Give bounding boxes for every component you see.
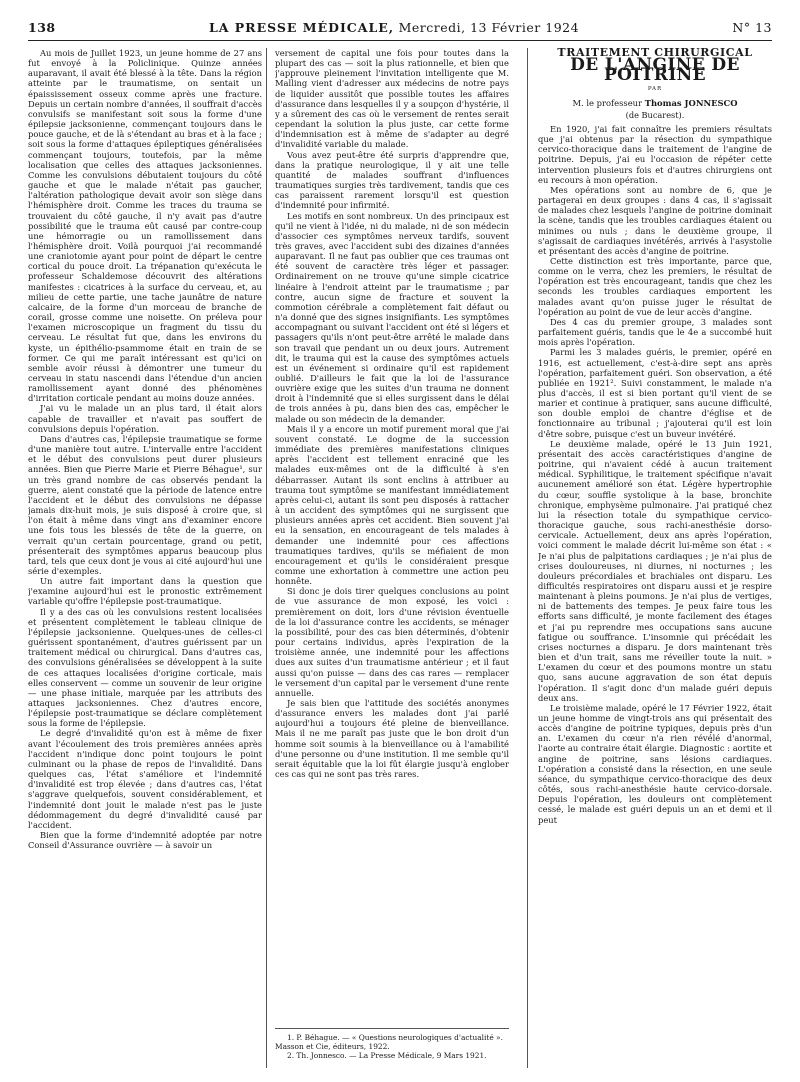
paragraph: versement de capital une fois pour toutes dans la plupart des cas — soit la plus rationnelle, et bien que j'approuve pleinement l'invitation intelligente que M. Malling vient d'adresser aux médecins de notre pays de liquider aussitôt que possible toutes les affaires d'assurance dans lesquelles il y a soupçon d'hystérie, il y a sûrement des cas où le versement de rentes serait cependant la solution la plus juste, car cette forme d'indemnisation est à même de s'adapter au degré d'invalidité variable du malade.	[275, 48, 509, 150]
paragraph: Mais il y a encore un motif purement moral que j'ai souvent constaté. Le dogme de la succession immédiate des premières manifestations cliniques après l'accident est tellement enraciné que les malades eux-mêmes ont de la difficulté à s'en débarrasser. Autant ils sont enclins à attribuer au trauma tout symptôme se manifestant immédiatement après celui-ci, autant ils sont peu disposés à rattacher à un accident des symptômes qui ne surgissent que plusieurs années après cet accident. Bien souvent j'ai eu la sensation, en encourageant de tels malades à demander une indemnité pour ces affections traumatiques tardives, qu'ils se méfiaient de mon encouragement et qu'ils le considéraient presque comme une exhortation à commettre une action peu honnête.	[275, 423, 509, 587]
paragraph: Mes opérations sont au nombre de 6, que je partagerai en deux groupes : dans 4 cas, il s'agissait de malades chez lesquels l'angine de poitrine dominait la scène, tandis que les troubles cardiaques étaient ou minimes ou nuls ; dans le deuxième groupe, il s'agissait de cardiaques invétérés, arrivés à l'asystolie et présentant des accès d'angine de poitrine.	[538, 184, 772, 256]
paragraph: Bien que la forme d'indemnité adoptée par notre Conseil d'Assurance ouvrière — à savoir un	[28, 830, 262, 851]
footnote: 2. Th. Jonnesco. — La Presse Médicale, 9 Mars 1921.	[287, 1051, 487, 1060]
paragraph: Cette distinction est très importante, parce que, comme on le verra, chez les premiers, le résultat de l'opération est très encourageant, tandis que chez les seconds les troubles cardiaques emportent les malades avant qu'on puisse juger le résultat de l'opération au point de vue de leur accès d'angine.	[538, 255, 772, 317]
journal-name: LA PRESSE MÉDICALE,	[208, 19, 395, 35]
author-affiliation: (de Bucarest).	[625, 109, 685, 120]
issue-number: N° 13	[732, 19, 772, 35]
issue-date: Mercredi, 13 Février 1924	[394, 19, 580, 35]
column-divider	[266, 48, 267, 1068]
article-kicker: TRAITEMENT CHIRURGICAL	[557, 48, 753, 59]
paragraph: Je sais bien que l'attitude des sociétés anonymes d'assurance envers les malades dont j'ai parlé aujourd'hui a toujours été pleine de bienveillance. Mais il ne me paraît pas juste que le bon droit d'un homme soit soumis à la bienveillance ou à l'amabilité d'une personne ou d'une institution. Il me semble qu'il serait équitable que la loi fût élargie jusqu'à englober ces cas qui ne sont pas très rares.	[275, 698, 509, 780]
paragraph: Le degré d'invalidité qu'on est à même de fixer avant l'écoulement des trois premières années après l'accident n'indique donc point toujours le point culminant ou la phase de repos de l'invalidité. Dans quelques cas, l'état s'améliore et l'indemnité d'invalidité est trop élevée ; dans d'autres cas, l'état s'aggrave quelquefois, souvent considérablement, et l'indemnité dont jouit le malade n'est pas le juste dédommagement du degré d'invalidité causé par l'accident.	[28, 728, 262, 830]
column-2	[275, 48, 509, 1023]
author	[538, 98, 772, 108]
header-rule	[28, 40, 772, 41]
paragraph: Un autre fait important dans la question que j'examine aujourd'hui est le pronostic extrêmement variable qu'offre l'épilepsie post-traumatique.	[28, 576, 262, 607]
column-divider	[527, 48, 528, 1068]
paragraph: Parmi les 3 malades guéris, le premier, opéré en 1916, est actuellement, c'est-à-dire sept ans après l'opération, parfaitement guéri. Son observation, a été publiée en 1921². Suivi constamment, le malade n'a plus d'accès, il est si bien portant qu'il vient de se marier et continue à pratiquer, sans aucune difficulté, son double emploi de chantre d'église et de fonctionnaire au tribunal ; j'ajouterai qu'il est loin d'être sobre, puisque c'est un buveur invétéré.	[538, 347, 772, 439]
paragraph: Au mois de Juillet 1923, un jeune homme de 27 ans fut envoyé à la Policlinique. Quinze années auparavant, il avait été blessé à la tête. Dans la région atteinte par le traumatisme, on sentait un épaississement osseux comme après une fracture. Depuis un certain nombre d'années, il souffrait d'accès convulsifs se manifestant soit sous la forme d'une épilepsie jacksonienne, commençant toujours dans le pouce gauche, et de là s'étendant au bras et à la face ; soit sous la forme d'attaques épileptiques généralisées commençant toujours, toutefois, par la même localisation que celles des attaques jacksoniennes. Comme les convulsions débutaient toujours du côté gauche et que le malade n'était pas gaucher, l'altération pathologique devait avoir son siège dans l'hémisphère droit. Comme les traces du trauma se trouvaient du côté gauche, il n'y avait pas d'autre possibilité que le trauma eût causé par contre-coup une hémorragie ou un ramollissement dans l'hémisphère droit. Voilà pourquoi j'ai recommandé une craniotomie ayant pour point de départ le centre cortical du pouce droit. La trépanation qu'exécuta le professeur Schaldemose découvrit des altérations manifestes : cicatrices à la surface du cerveau, et, au milieu de cette partie, une tache jaunâtre de nature calcaire, de la forme d'un morceau de branche de corail, grosse comme une noisette. On préleva pour l'examen microscopique un fragment du tissu du cerveau. Le résultat fut que, dans les environs du kyste, un épithélio-psammome était en train de se former. Ce qui me paraît intéressant est qu'ici on semble avoir réussi à démontrer une tumeur du cerveau in statu nascendi dans l'étendue d'un ancien ramollissement ayant donné des phénomènes d'irritation corticale pendant au moins douze années.	[28, 48, 262, 404]
paragraph: Le deuxième malade, opéré le 13 Juin 1921, présentait des accès caractéristiques d'angine de poitrine, qui n'avaient cédé à aucun traitement médical. Syphilitique, le traitement spécifique n'avait aucunement amélioré son état. Légère hypertrophie du cœur, souffle systolique à la base, bronchite chronique, emphysème pulmonaire. J'ai pratiqué chez lui la résection totale du sympathique cervico-thoracique gauche, sous rachi-anesthésie dorso-cervicale. Actuellement, deux ans après l'opération, voici comment le malade décrit lui-même son état : « Je n'ai plus de palpitations cardiaques ; je n'ai plus de crises douloureuses, ni diurnes, ni nocturnes ; les douleurs précordiales et brachiales ont disparu. Les difficultés respiratoires ont disparu aussi et je respire maintenant à pleins poumons. Je n'ai plus de vertiges, ni de battements des tempes. Je peux faire tous les efforts sans difficulté, je monte facilement des étages et j'ai pu reprendre mes occupations sans aucune fatigue ou souffrance. L'insomnie qui précédait les crises nocturnes a disparu. Je dors maintenant très bien et d'un trait, sans me réveiller toute la nuit. » L'examen du cœur et des poumons montre un statu quo, sans aucune aggravation de son état depuis l'opération. Il s'agit donc d'un malade guéri depuis deux ans.	[538, 438, 772, 703]
footnotes	[275, 1028, 509, 1060]
paragraph: Des 4 cas du premier groupe, 3 malades sont parfaitement guéris, tandis que le 4e a succombé huit mois après l'opération.	[538, 316, 772, 348]
paragraph: Vous avez peut-être été surpris d'apprendre que, dans la pratique neurologique, il y ait une telle quantité de malades souffrant d'influences traumatiques surgies très tardivement, tandis que ces cas paraissent rarement lorsqu'il est question d'indemnité pour infirmité.	[275, 149, 509, 211]
footnote: 1. P. Béhague. — « Questions neurologiques d'actualité ». Masson et Cie, éditeurs, 1922.	[275, 1033, 503, 1051]
paragraph: J'ai vu le malade un an plus tard, il était alors capable de travailler et n'avait pas souffert de convulsions depuis l'opération.	[28, 403, 262, 434]
byline-par: PAR	[647, 86, 663, 93]
paragraph: Les motifs en sont nombreux. Un des principaux est qu'il ne vient à l'idée, ni du malade, ni de son médecin d'associer ces symptômes nerveux tardifs, souvent très graves, avec l'accident subi des dizaines d'années auparavant. Il ne faut pas oublier que ces traumas ont été souvent de caractère très léger et passager. Ordinairement on ne trouve qu'une simple cicatrice linéaire à l'endroit atteint par le traumatisme ; par contre, aucun signe de fracture et souvent la commotion cérébrale a complètement fait défaut ou n'a donné que des signes insignifiants. Les symptômes accompagnant ou suivant l'accident ont été si légers et passagers qu'ils n'ont peut-être arrêté le malade dans son travail que pendant un ou deux jours. Autrement dit, le trauma qui est la cause des symptômes actuels est un événement si ordinaire qu'il est rapidement oublié. D'ailleurs le fait que la loi de l'assurance ouvrière exige que les suites d'un trauma ne donnent droit à l'indemnité que si elles surgissent dans le délai de trois années à pu, dans bien des cas, empêcher le malade ou son médecin de la demander.	[275, 210, 509, 424]
journal-title-line	[209, 20, 579, 35]
running-header	[28, 16, 772, 38]
paragraph: Il y a des cas où les convulsions restent localisées et présentent complètement le tableau clinique de l'épilepsie jacksonienne. Quelques-unes de celles-ci guérissent spontanément, d'autres guérissent par un traitement médical ou chirurgical. Dans d'autres cas, des convulsions généralisées se développent à la suite de ces attaques localisées d'origine corticale, mais elles conservent — comme un souvenir de leur origine — une phase initiale, marquée par les attributs des attaques jacksoniennes. Chez d'autres encore, l'épilepsie post-traumatique se déclare complètement sous la forme de l'épilepsie.	[28, 606, 262, 729]
author-prefix: M. le professeur	[572, 97, 645, 108]
article-title: DE L'ANGINE DE POITRINE	[570, 55, 740, 86]
article-heading	[538, 48, 772, 120]
paragraph: Le troisième malade, opéré le 17 Février 1922, était un jeune homme de vingt-trois ans qui présentait des accès d'angine de poitrine typiques, depuis près d'un an. L'examen du cœur n'a rien révélé d'anormal, l'aorte au contraire était élargie. Diagnostic : aortite et angine de poitrine, sans lésions cardiaques. L'opération a consisté dans la résection, en une seule séance, du sympathique cervico-thoracique des deux côtés, sous rachi-anesthésie haute cervico-dorsale. Depuis l'opération, les douleurs ont complètement cessé, le malade est guéri depuis un an et demi et il peut	[538, 702, 772, 825]
column-1	[28, 48, 262, 1058]
paragraph: En 1920, j'ai fait connaître les premiers résultats que j'ai obtenus par la résection du sympathique cervico-thoracique dans le traitement de l'angine de poitrine. Depuis, j'ai eu l'occasion de répéter cette intervention plusieurs fois et d'autres chirurgiens ont eu recours à mon opération.	[538, 123, 772, 185]
author-name: Thomas JONNESCO	[644, 97, 738, 108]
column-3	[538, 48, 772, 1058]
page-number: 138	[28, 19, 56, 35]
paragraph: Si donc je dois tirer quelques conclusions au point de vue assurance de mon exposé, les voici : premièrement on doit, lors d'une révision éventuelle de la loi d'assurance contre les accidents, se ménager la possibilité, pour des cas bien déterminés, d'obtenir pour certains individus, après l'expiration de la troisième année, une indemnité pour les affections dues aux suites d'un traumatisme antérieur ; et il faut aussi qu'on puisse — dans des cas rares — remplacer le versement d'un capital par le versement d'une rente annuelle.	[275, 586, 509, 698]
paragraph: Dans d'autres cas, l'épilepsie traumatique se forme d'une manière tout autre. L'intervalle entre l'accident et le début des convulsions peut durer plusieurs années. Bien que Pierre Marie et Pierre Béhague¹, sur un très grand nombre de cas observés pendant la guerre, aient constaté que la période de latence entre l'accident et le début des convulsions ne dépasse jamais dix-huit mois, je suis disposé à croire que, si l'on était à même dans vingt ans d'examiner encore une fois tous les blessés de tête de la guerre, on verrait qu'un certain pourcentage, grand ou petit, présenterait des symptômes apparus beaucoup plus tard, tels que ceux dont je vous ai cité aujourd'hui une série d'exemples.	[28, 433, 262, 576]
